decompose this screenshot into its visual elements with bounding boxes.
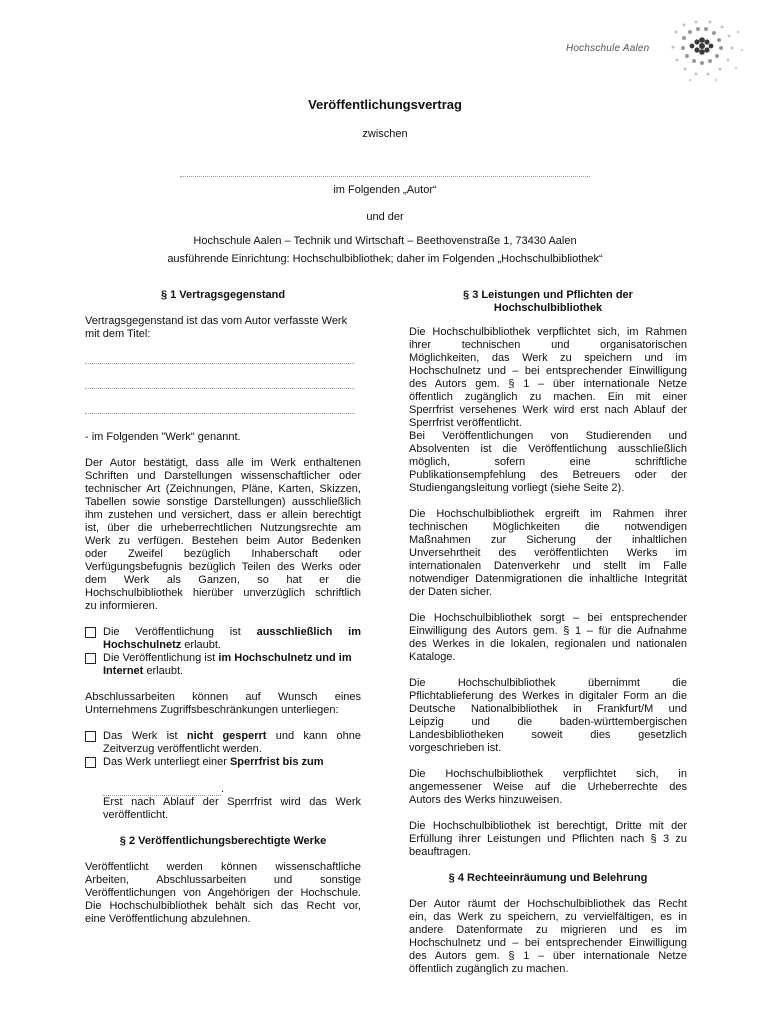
werk-genannt-text: - im Folgenden "Werk" genannt. <box>85 431 241 443</box>
checkbox-row-sperrfrist <box>85 756 361 769</box>
checkbox-label-bold: im Hochschulnetz und im Internet <box>103 652 352 677</box>
s3-paragraph-5 <box>409 768 687 807</box>
text-line: eine Veröffentlichung abzulehnen. <box>85 913 251 925</box>
text-line: Arbeiten, Abschlussarbeiten und sonstige <box>85 874 361 886</box>
hochschule-logo <box>560 20 750 90</box>
bestaetigung-paragraph <box>85 457 361 613</box>
text-line: Der Autor räumt der Hochschulbibliothek das Recht <box>409 898 687 910</box>
text-line: Erst nach Ablauf der Sperrfrist wird das Werk <box>103 796 361 808</box>
text-line: Die Hochschulbibliothek sorgt – bei entsprechender <box>409 612 687 624</box>
text-line: Maßnahmen zur Sicherung der inhaltlichen <box>409 534 687 546</box>
text-line: Publikationsempfehlung des Betreuers oder der <box>409 469 687 481</box>
text-line: Deutsche Nationalbibliothek in Frankfurt/M und <box>409 703 687 715</box>
text-line: Veröffentlicht werden können wissenschaftliche <box>85 861 361 873</box>
werk-title-blank[interactable] <box>85 363 355 364</box>
s3-paragraph-4 <box>409 677 687 755</box>
text-line: ein, das Werk zu speichern, zu vervielfältigen, es in <box>409 911 687 923</box>
section-4-heading: § 4 Rechteeinräumung und Belehrung <box>448 872 648 884</box>
werk-title-blank[interactable] <box>85 388 355 389</box>
zwischen-text: zwischen <box>362 128 408 140</box>
checkbox-internet[interactable] <box>85 653 96 664</box>
checkbox-hochschulnetz[interactable] <box>85 627 96 638</box>
s4-paragraph <box>409 898 687 976</box>
checkbox-label: Die Veröffentlichung ist <box>103 626 241 638</box>
checkbox-label: Das Werk ist <box>103 730 178 742</box>
text-line: Kataloge. <box>409 651 456 663</box>
checkbox-label: Das Werk unterliegt einer <box>103 756 227 768</box>
text-line: des Autors gem. § 1 – über internationale Netze <box>409 950 687 962</box>
text-line: der Daten sicher. <box>409 586 493 598</box>
text-line: Die Hochschulbibliothek übernimmt die <box>409 677 687 689</box>
text-line: ist, über die urheberrechtlichen Nutzungsrechte am <box>85 522 361 534</box>
text-line: Erfüllung ihrer Leistungen und Pflichten nach § 3 zu <box>409 833 687 845</box>
s3-paragraph-1 <box>409 326 687 495</box>
text-line: Tabellen sowie sonstige Darstellungen) ausschließlich <box>85 496 361 508</box>
checkbox-label: erlaubt. <box>146 665 184 677</box>
text-line: Hochschulnetz und – bei entsprechender Einwilligung <box>409 937 687 949</box>
text-line: zu informieren. <box>85 600 158 612</box>
checkbox-row-nicht-gesperrt <box>85 730 361 756</box>
document-title: Veröffentlichungsvertrag <box>308 97 462 112</box>
s1-intro-line: mit dem Titel: <box>85 328 151 340</box>
text-line: Pflichtablieferung des Werkes in digitaler Form an die <box>409 690 687 702</box>
text-line: des Autors gem. § 1 – über internationale Netze <box>409 378 687 390</box>
text-line: Sperrfrist versehenes Werk wird erst nach Ablauf der <box>409 404 687 416</box>
text-line: beauftragen. <box>409 846 471 858</box>
text-line: andere Datenformate zu migrieren und es im <box>409 924 687 936</box>
text-line: möglich, sofern eine schriftliche <box>409 456 687 468</box>
text-line: angemessener Weise auf die Urheberrechte des <box>409 781 687 793</box>
erst-paragraph <box>85 796 361 822</box>
einrichtung-line: ausführende Einrichtung: Hochschulbibliothek; daher im Folgenden „Hochschulbibliothek“ <box>167 253 603 265</box>
text-line: ihm zustehen und versichert, dass er allein berechtigt <box>85 509 361 521</box>
text-line: Verfügungsbefugnis bezüglich Teilen des Werks oder <box>85 561 361 573</box>
checkbox-label-bold: Sperrfrist bis zum <box>229 756 324 768</box>
text-line: ihrer technischen und organisatorischen <box>409 339 687 351</box>
checkbox-row-hochschulnetz <box>85 626 361 652</box>
checkbox-label: Die Veröffentlichung ist <box>103 652 216 664</box>
abschluss-line: Abschlussarbeiten können auf Wunsch eines <box>85 691 361 703</box>
logo-text: Hochschule Aalen <box>566 43 650 54</box>
text-line: Einwilligung des Autors gem. § 1 – für die Aufnahme <box>409 625 687 637</box>
text-line: öffentlich zugänglich zu machen. <box>409 963 569 975</box>
text-line: notwendiger Datenmigrationen die inhaltliche Integrität <box>409 573 687 585</box>
text-line: Bei Veröffentlichungen von Studierenden und <box>409 430 687 442</box>
abschluss-line: Unternehmens Zugriffsbeschränkungen unterliegen: <box>85 704 339 716</box>
und-der-text: und der <box>366 211 404 223</box>
text-line: Die Hochschulbibliothek ergreift im Rahmen ihrer <box>409 508 687 520</box>
checkbox-sperrfrist[interactable] <box>85 757 96 768</box>
section-2-paragraph <box>85 861 361 926</box>
text-line: Der Autor bestätigt, dass alle im Werk enthaltenen <box>85 457 361 469</box>
text-line: Schriften und Darstellungen wissenschaftlicher oder <box>85 470 361 482</box>
text-line: Die Hochschulbibliothek verpflichtet sich, im Rahmen <box>409 326 687 338</box>
text-line: Hochschulbibliothek hierüber unverzüglich schriftlich <box>85 587 361 599</box>
checkbox-label-bold: nicht gesperrt <box>186 730 267 742</box>
text-line: Veröffentlichungen von Angehörigen der Hochschule. <box>85 887 361 899</box>
s3-paragraph-6 <box>409 820 687 859</box>
right-column <box>409 289 687 976</box>
text-line: Die Hochschulbibliothek ist berechtigt, Dritte mit der <box>409 820 687 832</box>
text-line: Leipzig und die baden-württembergischen <box>409 716 687 728</box>
text-line: Absolventen ist die Veröffentlichung ausschließlich <box>409 443 687 455</box>
text-line: Werk zu verfügen. Bestehen beim Autor Bedenken <box>85 535 361 547</box>
s3-paragraph-3 <box>409 612 687 664</box>
checkbox-label: erlaubt. <box>184 639 221 651</box>
text-line: internationalen Datenverkehr und stellt im Falle <box>409 560 687 572</box>
text-line: technischen Möglichkeiten die notwendigen <box>409 521 687 533</box>
text-line: veröffentlicht. <box>103 809 169 821</box>
text-line: Unversehrtheit des veröffentlichten Werks im <box>409 547 687 559</box>
checkbox-nicht-gesperrt[interactable] <box>85 731 96 742</box>
heading-line: Hochschulbibliothek <box>493 302 603 314</box>
text-line: Die Hochschulbibliothek verpflichtet sich, in <box>409 768 687 780</box>
period: . <box>221 783 225 795</box>
text-line: dem Werk als Ganzen, so hat er die <box>85 574 361 586</box>
sperrfrist-date-row <box>85 783 361 796</box>
text-line: Die Hochschulbibliothek behält sich das Recht vor, <box>85 900 361 912</box>
section-3-heading <box>409 289 687 315</box>
s1-intro-line: Vertragsgegenstand ist das vom Autor verfasste Werk <box>85 315 348 327</box>
text-line: Möglichkeiten, das Werk zu speichern und im <box>409 352 687 364</box>
text-line: Landesbibliotheken soweit dies gesetzlich <box>409 729 687 741</box>
autor-name-blank[interactable] <box>180 176 590 177</box>
sperrfrist-date-blank[interactable] <box>103 784 221 796</box>
text-line: vorgeschrieben ist. <box>409 742 502 754</box>
heading-line: § 3 Leistungen und Pflichten der <box>463 289 633 301</box>
text-line: Studiengangsleitung vorliegt (siehe Seite 2). <box>409 482 625 494</box>
dot-sunburst-logo-icon <box>670 20 750 82</box>
checkbox-row-internet <box>85 652 361 678</box>
werk-title-blank[interactable] <box>85 413 355 414</box>
section-2-heading: § 2 Veröffentlichungsberechtigte Werke <box>119 835 327 847</box>
text-line: öffentlich zugänglich zu machen. Ein mit einer <box>409 391 687 403</box>
checkbox-label: und kann ohne Zeitverzug veröffentlicht werden. <box>103 730 362 755</box>
autor-line: im Folgenden „Autor“ <box>333 184 437 196</box>
hochschule-address: Hochschule Aalen – Technik und Wirtschaft – Beethovenstraße 1, 73430 Aalen <box>193 235 577 247</box>
text-line: Autors des Werks hinzuweisen. <box>409 794 563 806</box>
text-line: des Werkes in die lokalen, regionalen und nationalen <box>409 638 687 650</box>
checkbox-label-bold: ausschließlich im Hochschulnetz <box>103 626 362 651</box>
text-line: Sperrfrist veröffentlicht. <box>409 417 522 429</box>
left-column <box>85 289 361 926</box>
section-1-heading: § 1 Vertragsgegenstand <box>160 289 286 301</box>
text-line: Hochschulnetz und – bei entsprechender Einwilligung <box>409 365 687 377</box>
text-line: oder Zweifel bezüglich Inhaberschaft oder <box>85 548 361 560</box>
s3-paragraph-2 <box>409 508 687 599</box>
text-line: technischer Art (Zeichnungen, Pläne, Karten, Skizzen, <box>85 483 361 495</box>
